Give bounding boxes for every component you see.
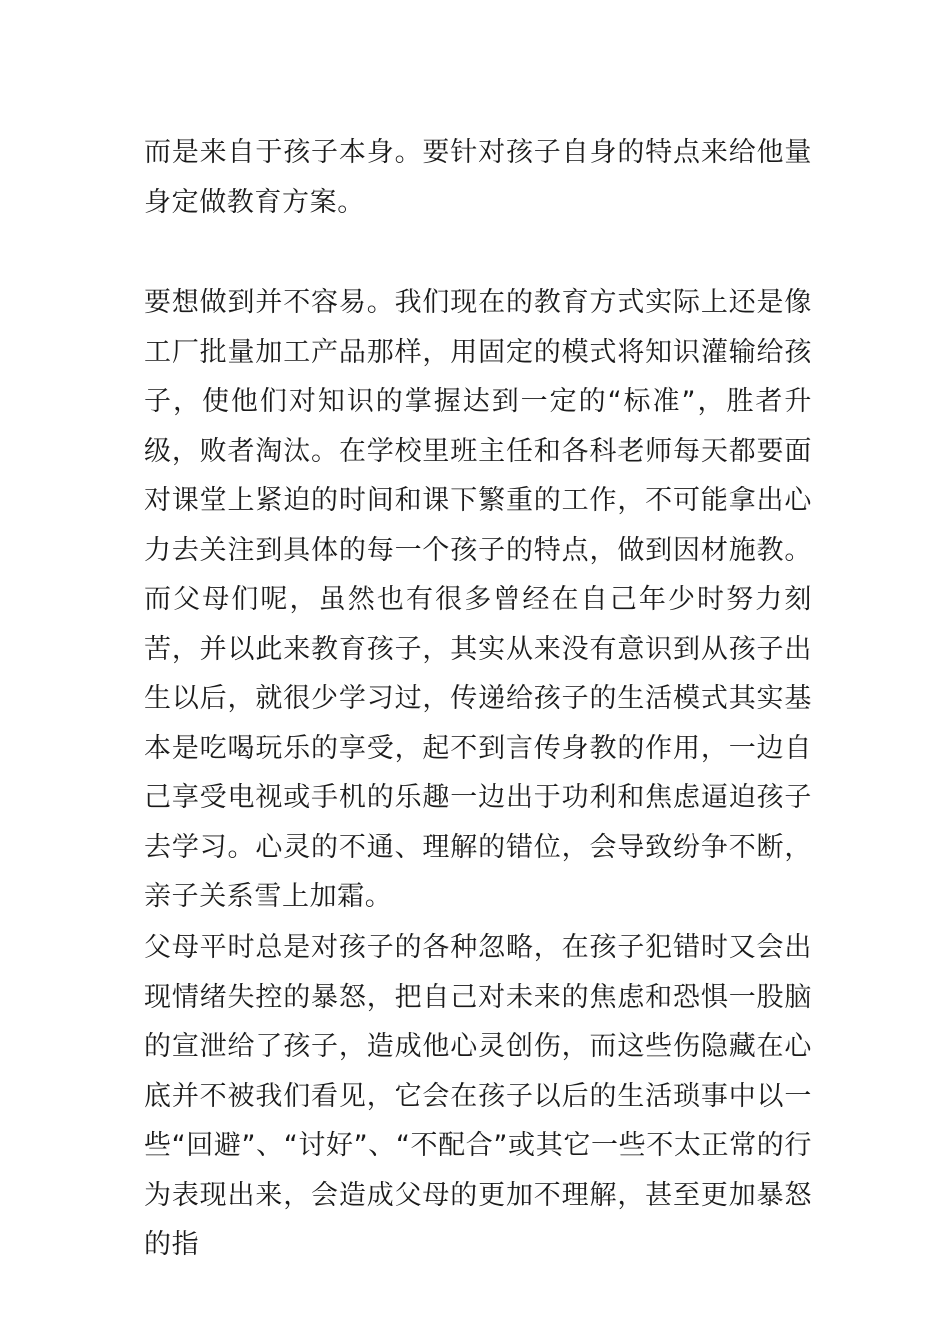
paragraph-3: 父母平时总是对孩子的各种忽略，在孩子犯错时又会出现情绪失控的暴怒，把自己对未来的焦虑和恐惧一股脑的宣泄给了孩子，造成他心灵创伤，而这些伤隐藏在心底并不被我们看见，它会在孩子以后的生活琐事中以一些“回避”、“讨好”、“不配合”或其它一些不太正常的行为表现出来，会造成父母的更加不理解，甚至更加暴怒的指 (144, 932, 812, 1260)
paragraph-2: 要想做到并不容易。我们现在的教育方式实际上还是像工厂批量加工产品那样，用固定的模式将知识灌输给孩子，使他们对知识的掌握达到一定的“标准”，胜者升级，败者淘汰。在学校里班主任和各科老师每天都要面对课堂上紧迫的时间和课下繁重的工作，不可能拿出心力去关注到具体的每一个孩子的特点，做到因材施教。而父母们呢，虽然也有很多曾经在自己年少时努力刻苦，并以此来教育孩子，其实从来没有意识到从孩子出生以后，就很少学习过，传递给孩子的生活模式其实基本是吃喝玩乐的享受，起不到言传身教的作用，一边自己享受电视或手机的乐趣一边出于功利和焦虑逼迫孩子去学习。心灵的不通、理解的错位，会导致纷争不断，亲子关系雪上加霜。 (144, 287, 812, 912)
paragraph-1: 而是来自于孩子本身。要针对孩子自身的特点来给他量身定做教育方案。 (144, 137, 812, 218)
